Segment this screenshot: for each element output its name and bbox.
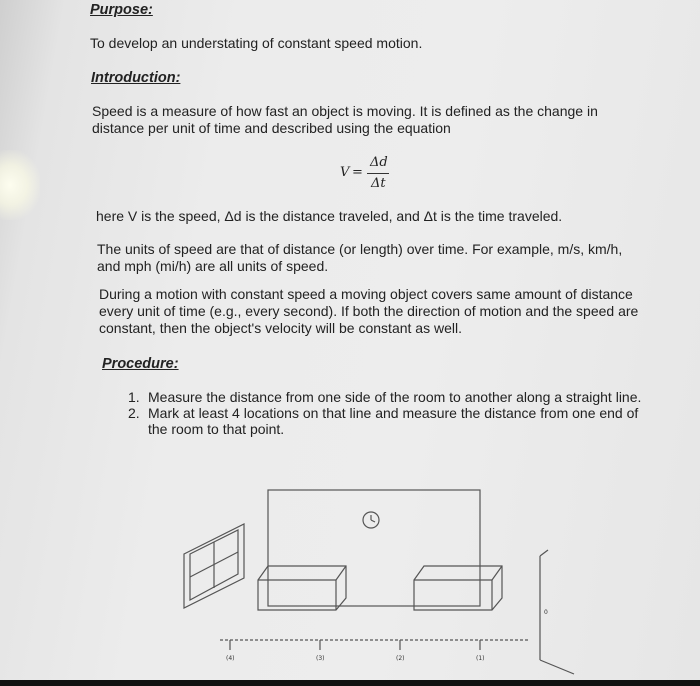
window-drawing — [184, 524, 244, 608]
step-2-number: 2. — [128, 405, 140, 421]
marker-label-1: (1) — [476, 655, 485, 662]
left-table — [258, 566, 346, 610]
marker-label-2: (2) — [396, 655, 405, 662]
step-2-text-line-2: the room to that point. — [148, 421, 285, 437]
constant-speed-line-2: every unit of time (e.g., every second). If both the direction of motion and the speed are — [99, 303, 639, 319]
clock-icon — [363, 512, 379, 528]
marker-label-4: (4) — [226, 655, 235, 662]
units-paragraph-line-1: The units of speed are that of distance (or length) over time. For example, m/s, km/h, — [97, 241, 623, 257]
formula-numerator: Δd — [370, 155, 388, 170]
procedure-heading: Procedure: — [102, 356, 179, 372]
intro-paragraph-line-1: Speed is a measure of how fast an object is moving. It is defined as the change in — [92, 103, 598, 119]
formula-speed-symbol: V — [340, 165, 350, 180]
introduction-heading: Introduction: — [91, 70, 181, 86]
formula-denominator: Δt — [371, 176, 386, 191]
constant-speed-line-3: constant, then the object's velocity will be constant as well. — [99, 320, 462, 336]
marker-label-3: (3) — [316, 655, 325, 662]
step-1-number: 1. — [128, 389, 140, 405]
units-paragraph-line-2: and mph (mi/h) are all units of speed. — [97, 258, 329, 274]
purpose-text: To develop an understating of constant speed motion. — [90, 35, 423, 51]
speed-equation — [340, 154, 400, 194]
formula-equals: = — [352, 165, 363, 180]
variables-explanation: here V is the speed, Δd is the distance traveled, and Δt is the time traveled. — [96, 208, 563, 224]
formula-fraction-bar — [367, 173, 389, 174]
constant-speed-line-1: During a motion with constant speed a moving object covers same amount of distance — [99, 286, 633, 302]
light-glare — [0, 150, 40, 220]
back-wall-board — [268, 490, 480, 606]
step-1-text: Measure the distance from one side of the room to another along a straight line. — [148, 389, 642, 405]
intro-paragraph-line-2: distance per unit of time and described using the equation — [92, 120, 451, 136]
corner-label: 0 — [544, 609, 548, 616]
step-2-text-line-1: Mark at least 4 locations on that line and measure the distance from one end of — [148, 405, 639, 421]
purpose-heading: Purpose: — [90, 2, 153, 18]
screen-bottom-edge — [0, 680, 700, 686]
right-table — [414, 566, 502, 610]
room-diagram — [170, 480, 600, 680]
